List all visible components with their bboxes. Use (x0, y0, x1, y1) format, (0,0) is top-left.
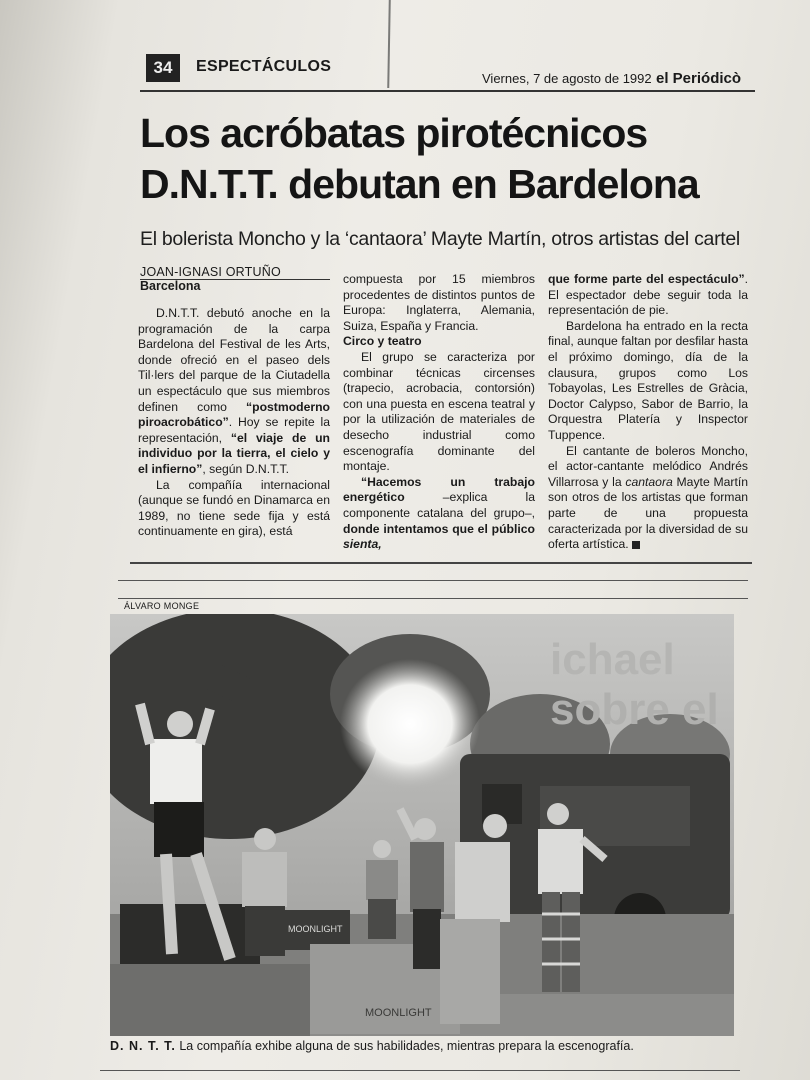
paragraph: El cantante de boleros Moncho, el actor-cantante melódico Andrés Villarrosa y la cantaora Mayte Martín son otros de los artistas que forman parte de una propuesta caracterizada por la diversidad de su oferta artística. (548, 443, 748, 552)
photo-top-rule (118, 598, 748, 599)
bottom-rule (100, 1070, 740, 1071)
paragraph: que forme parte del espectáculo”. El espectador debe seguir toda la representación de pie. (548, 272, 748, 318)
section-subtitle: Circo y teatro (343, 334, 422, 349)
paragraph: Bardelona ha entrado en la recta final, aunque faltan por desfilar hasta el próximo domingo, día de la clausura, grupos como Los Tobayolas, Les Estrelles de Gràcia, Doctor Calypso, Sabor de Barrio, la Orquestra Platería y Inspector Tuppence. (548, 318, 748, 442)
article-column-1 (138, 306, 330, 540)
background-sign: ichael (550, 635, 675, 684)
issue-date: Viernes, 7 de agosto de 1992 (482, 71, 652, 86)
equipment-case (120, 904, 260, 974)
section-name: ESPECTÁCULOS (196, 58, 332, 75)
column-bottom-rule (130, 562, 752, 564)
paragraph: D.N.T.T. debutó anoche en la programación de la carpa Bardelona del Festival de les Arts, donde ofreció en el paseo dels Til·lers del parque de la Ciutadella un espectáculo que sus miembros definen como “postmoderno piroacrobático”. Hoy se repite la representación, “el viaje de un individuo por la tierra, el cielo y el infierno”, según D.N.T.T. (138, 306, 330, 476)
article-column-2 (343, 272, 535, 553)
paper-fold-line (387, 0, 391, 88)
photo-credit: ÁLVARO MONGE (124, 601, 200, 611)
newspaper-name: el Periódicò (656, 70, 742, 87)
photo-caption: D. N. T. T. La compañía exhibe alguna de sus habilidades, mientras prepara la escenografía. (110, 1039, 634, 1053)
byline: JOAN-IGNASI ORTUÑO (140, 265, 281, 279)
dateline-location: Barcelona (140, 279, 201, 293)
case-label: MOONLIGHT (288, 924, 343, 934)
subheadline: El bolerista Moncho y la ‘cantaora’ Mayte Martín, otros artistas del cartel (140, 228, 740, 250)
photo-illustration (110, 614, 734, 1036)
case-label: MOONLIGHT (365, 1007, 432, 1019)
page-number: 34 (146, 54, 180, 82)
equipment-case (110, 964, 310, 1036)
background-sign: sobre el (550, 685, 719, 734)
paragraph: La compañía internacional (aunque se fundó en Dinamarca en 1989, no tiene sede fija y está continuamente en gira), está (138, 477, 330, 539)
article-column-3 (548, 272, 748, 553)
separator-rule (118, 580, 748, 581)
header-rule (140, 90, 755, 92)
performers-photo (110, 614, 734, 1036)
headline-line-1: Los acróbatas pirotécnicos (140, 110, 648, 156)
headline (140, 108, 760, 210)
paragraph: El grupo se caracteriza por combinar técnicas circenses (trapecio, acrobacia, contorsión) con una puesta en escena teatral y por la utilización de materiales de desecho industrial como escenografía dominante del montaje. (343, 349, 535, 474)
paragraph: “Hacemos un trabajo energético –explica la componente catalana del grupo–, donde intentamos que el público sienta, (343, 474, 535, 552)
headline-line-2: D.N.T.T. debutan en Bardelona (140, 161, 699, 207)
paragraph: compuesta por 15 miembros procedentes de distintos puntos de Europa: Inglaterra, Alemania, Suiza, España y Francia. (343, 272, 535, 333)
end-of-article-mark (632, 541, 640, 549)
fireball (340, 659, 480, 789)
